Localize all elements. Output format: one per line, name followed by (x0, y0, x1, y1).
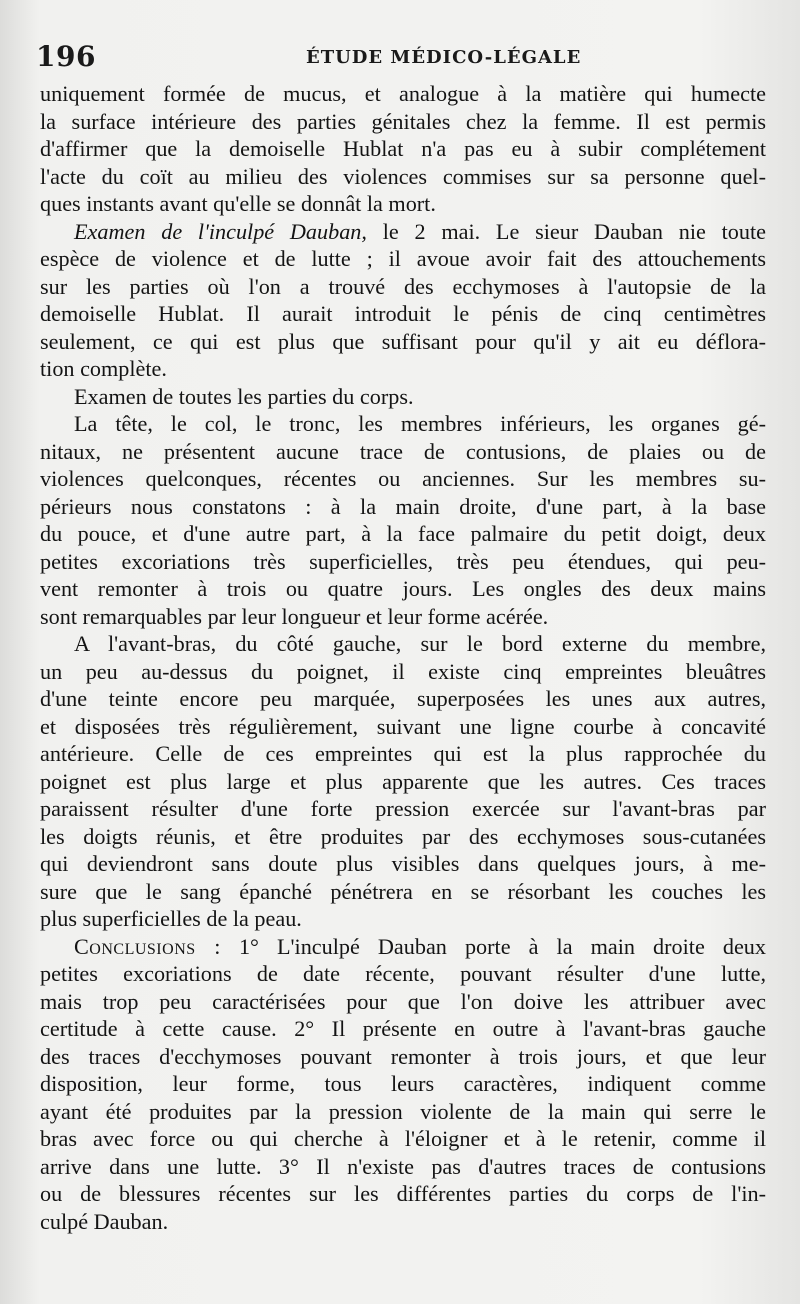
text-line: espèce de violence et de lutte ; il avoue avoir fait des attouchements (40, 246, 766, 271)
text-line: ayant été produites par la pression violente de la main qui serre le (40, 1098, 766, 1124)
text-line: Examen de toutes les parties du corps. (74, 383, 414, 409)
text-line: un peu au-dessus du poignet, il existe cinq empreintes bleuâtres (40, 658, 766, 684)
text-line: d'affirmer que la demoiselle Hublat n'a pas eu à subir complétement (40, 136, 766, 161)
running-title: ÉTUDE MÉDICO-LÉGALE (306, 47, 582, 68)
text-line: demoiselle Hublat. Il aurait introduit le pénis de cinq centimètres (40, 301, 766, 326)
text-line: petites excoriations très superficielles, très peu étendues, qui peu- (40, 548, 766, 574)
text-line: bras avec force ou qui cherche à l'éloigner et à le retenir, comme il (40, 1126, 766, 1151)
text-line: des traces d'ecchymoses pouvant remonter à trois jours, et que leur (40, 1043, 766, 1069)
text-line: sure que le sang épanché pénétrera en se résorbant les couches les (40, 878, 766, 904)
text-line-rest: 1° L'inculpé Dauban porte à la main droite deux (220, 933, 766, 959)
text-line (40, 218, 766, 246)
text-line: arrive dans une lutte. 3° Il n'existe pas d'autres traces de contusions (40, 1153, 766, 1179)
text-line: vent remonter à trois ou quatre jours. Les ongles des deux mains (40, 576, 766, 601)
text-line: uniquement formée de mucus, et analogue à la matière qui humecte (40, 81, 766, 106)
text-line: périeurs nous constatons : à la main droite, d'une part, à la base (40, 493, 766, 519)
text-line: nitaux, ne présentent aucune trace de contusions, de plaies ou de (40, 438, 766, 464)
section-lead-examen: Examen de l'inculpé Dauban, (74, 218, 367, 244)
text-line: certitude à cette cause. 2° Il présente en outre à l'avant-bras gauche (40, 1016, 766, 1041)
text-line: A l'avant-bras, du côté gauche, sur le bord externe du membre, (74, 631, 766, 656)
text-line: tion complète. (40, 356, 167, 381)
text-line: seulement, ce qui est plus que suffisant pour qu'il y ait eu déflora- (40, 328, 766, 354)
text-line: du pouce, et d'une autre part, à la face palmaire du petit doigt, deux (40, 521, 766, 546)
text-line: antérieure. Celle de ces empreintes qui est la plus rapprochée du (40, 741, 766, 766)
text-line-rest: le 2 mai. Le sieur Dauban nie toute (366, 218, 766, 244)
text-line: et disposées très régulièrement, suivant une ligne courbe à concavité (40, 713, 766, 739)
text-line: l'acte du coït au milieu des violences commises sur sa personne quel- (40, 163, 766, 189)
text-line: mais trop peu caractérisées pour que l'on doive les attribuer avec (40, 988, 766, 1014)
text-line: culpé Dauban. (40, 1208, 169, 1234)
text-line: sur les parties où l'on a trouvé des ecchymoses à l'autopsie de la (40, 273, 766, 299)
text-line: poignet est plus large et plus apparente que les autres. Ces traces (40, 768, 766, 794)
text-line: d'une teinte encore peu marquée, superposées les unes aux autres, (40, 686, 766, 711)
text-line: la surface intérieure des parties génitales chez la femme. Il est permis (40, 108, 766, 134)
text-line: paraissent résulter d'une forte pression exercée sur l'avant-bras par (40, 796, 766, 821)
text-line: La tête, le col, le tronc, les membres inférieurs, les organes gé- (74, 411, 766, 436)
page-header (36, 40, 766, 74)
text-line: petites excoriations de date récente, pouvant résulter d'une lutte, (40, 961, 766, 986)
text-line: ou de blessures récentes sur les différentes parties du corps de l'in- (40, 1181, 766, 1206)
body-text (40, 80, 766, 1235)
section-lead-conclusions: Conclusions : (74, 933, 221, 959)
text-line: qui deviendront sans doute plus visibles dans quelques jours, à me- (40, 851, 766, 876)
text-line: disposition, leur forme, tous leurs caractères, indiquent comme (40, 1071, 766, 1096)
page-number: 196 (36, 40, 96, 73)
text-line: sont remarquables par leur longueur et leur forme acérée. (40, 603, 549, 629)
text-line: les doigts réunis, et être produites par des ecchymoses sous-cutanées (40, 823, 766, 849)
text-line: violences quelconques, récentes ou anciennes. Sur les membres su- (40, 466, 766, 491)
text-line (40, 933, 766, 961)
text-line: ques instants avant qu'elle se donnât la mort. (40, 191, 436, 216)
text-line: plus superficielles de la peau. (40, 906, 302, 931)
